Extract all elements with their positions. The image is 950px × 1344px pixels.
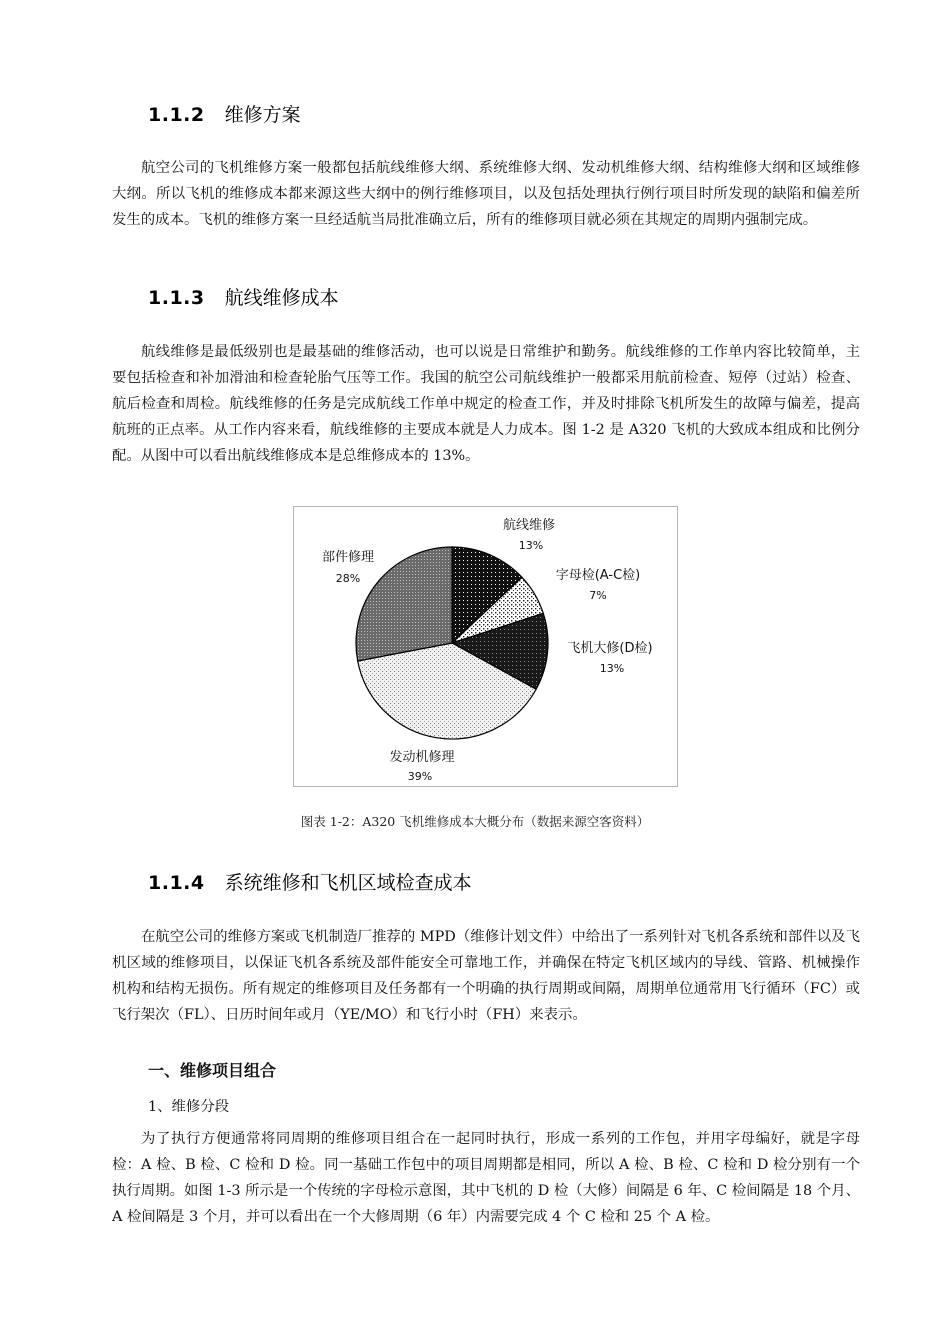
- section-heading-1-1-2: [148, 100, 301, 127]
- list-item: 1、维修分段: [148, 1099, 230, 1115]
- pie-chart: [294, 507, 677, 786]
- label-heavy-maintenance: 飞机大修(D检): [567, 641, 653, 656]
- pct-component-repair: 28%: [335, 572, 361, 585]
- pct-heavy-maintenance: 13%: [599, 662, 625, 675]
- label-engine-repair: 发动机修理: [389, 750, 455, 765]
- section-number: 1.1.3: [148, 287, 205, 309]
- subheading: 一、维修项目组合: [148, 1061, 277, 1080]
- section-paragraph: 航空公司的飞机维修方案一般都包括航线维修大纲、系统维修大纲、发动机维修大纲、结构维修大纲和区域维修大纲。所以飞机的维修成本都来源这些大纲中的例行维修项目，以及包括处理执行例行项目时所发现的缺陷和偏差所发生的成本。飞机的维修方案一旦经适航当局批准确立后，所有的维修项目就必须在其规定的周期内强制完成。: [112, 160, 860, 228]
- pie-chart-figure: [293, 506, 678, 787]
- section-number: 1.1.4: [148, 872, 205, 894]
- pie-slices: [356, 547, 548, 739]
- figure-caption: 图表 1-2：A320 飞机维修成本大概分布（数据来源空客资料）: [300, 814, 650, 829]
- section-paragraph: 在航空公司的维修方案或飞机制造厂推荐的 MPD（维修计划文件）中给出了一系列针对飞机各系统和部件以及飞机区域的维修项目，以保证飞机各系统及部件能安全可靠地工作，并确保在特定飞机区域内的导线、管路、机械操作机构和结构无损伤。所有规定的维修项目及任务都有一个明确的执行周期或间隔，周期单位通常用飞行循环（FC）或飞行架次（FL）、日历时间年或月（YE/MO）和飞行小时（FH）来表示。: [112, 929, 860, 1023]
- section-title: 系统维修和飞机区域检查成本: [224, 872, 472, 894]
- section-title: 航线维修成本: [224, 287, 339, 309]
- pct-line-maintenance: 13%: [518, 539, 544, 552]
- final-paragraph: 为了执行方便通常将同周期的维修项目组合在一起同时执行，形成一系列的工作包，并用字母编好，就是字母检：A 检、B 检、C 检和 D 检。同一基础工作包中的项目周期都是相同，所以 A 检、B 检、C 检和 D 检分别有一个执行周期。如图 1-3 所示是一个传统的字母检示意图，其中飞机的 D 检（大修）间隔是 6 年、C 检间隔是 18 个月、A 检间隔是 3 个月，并可以看出在一个大修周期（6 年）内需要完成 4 个 C 检和 25 个 A 检。: [112, 1131, 860, 1225]
- section-title: 维修方案: [224, 104, 301, 126]
- pct-letter-check: 7%: [589, 589, 607, 602]
- label-component-repair: 部件修理: [321, 550, 375, 565]
- pct-engine-repair: 39%: [407, 770, 433, 783]
- section-heading-1-1-4: [148, 868, 472, 895]
- label-line-maintenance: 航线维修: [502, 518, 556, 533]
- section-heading-1-1-3: [148, 283, 339, 310]
- section-paragraph: 航线维修是最低级别也是最基础的维修活动，也可以说是日常维护和勤务。航线维修的工作单内容比较简单，主要包括检查和补加滑油和检查轮胎气压等工作。我国的航空公司航线维护一般都采用航前检查、短停（过站）检查、航后检查和周检。航线维修的任务是完成航线工作单中规定的检查工作，并及时排除飞机所发生的故障与偏差，提高航班的正点率。从工作内容来看，航线维修的主要成本就是人力成本。图 1-2 是 A320 飞机的大致成本组成和比例分配。从图中可以看出航线维修成本是总维修成本的 13%。: [112, 344, 860, 464]
- section-number: 1.1.2: [148, 104, 205, 126]
- label-letter-check: 字母检(A-C检): [555, 568, 641, 583]
